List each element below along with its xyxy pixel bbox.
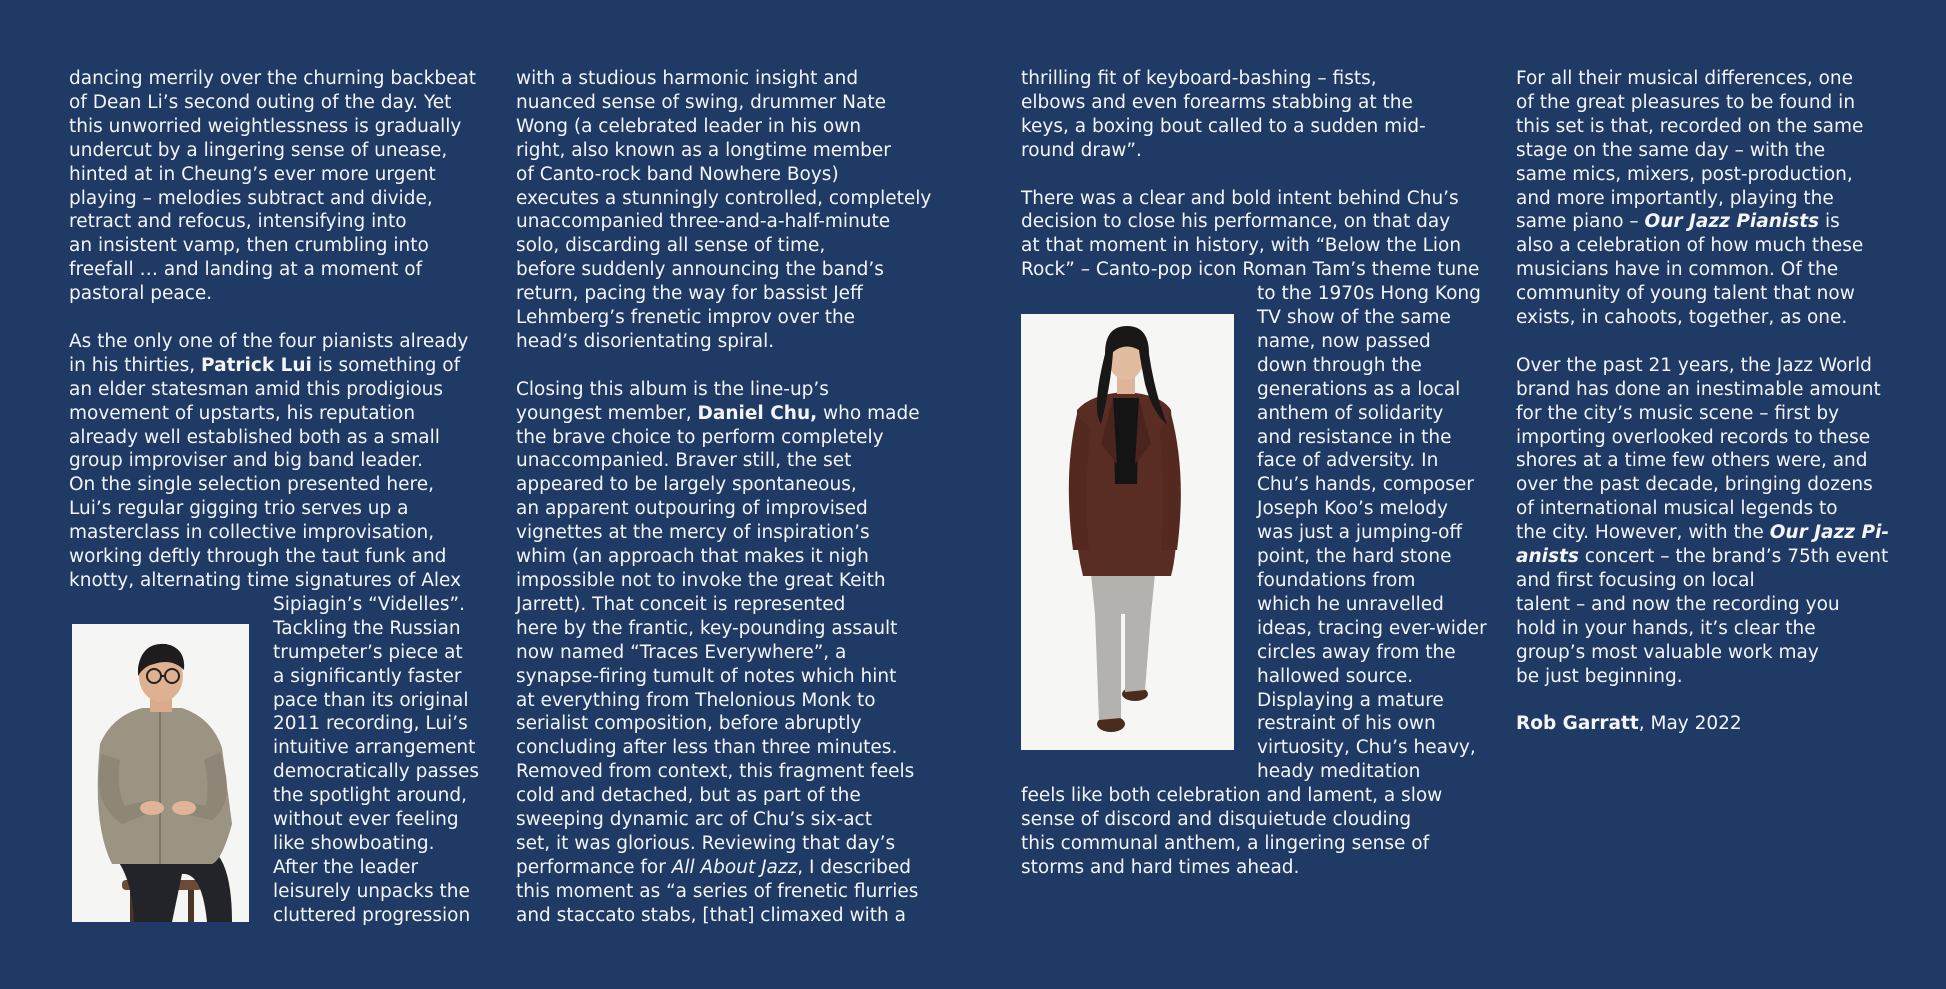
text-line: sweeping dynamic arc of Chu’s six-act bbox=[516, 809, 872, 831]
text-line bbox=[69, 354, 469, 378]
text-line: ideas, tracing ever-wider bbox=[1257, 617, 1487, 639]
paragraph bbox=[69, 330, 469, 593]
text-line: here by the frantic, key-pounding assault bbox=[516, 617, 898, 639]
text-line: round draw”. bbox=[1021, 139, 1142, 161]
text-line: foundations from bbox=[1257, 570, 1416, 592]
text-line: return, pacing the way for bassist Jeff bbox=[516, 283, 863, 305]
text-line: cold and detached, but as part of the bbox=[516, 785, 861, 807]
text-line: generations as a local bbox=[1257, 378, 1461, 400]
text-fragment: is something of bbox=[311, 354, 461, 376]
text-fragment: same piano – bbox=[1516, 211, 1645, 233]
text-line: like showboating. bbox=[273, 832, 435, 854]
text-line: democratically passes bbox=[273, 761, 479, 783]
text-block bbox=[1021, 784, 1481, 880]
text-line: Joseph Koo’s melody bbox=[1257, 498, 1448, 520]
text-line: before suddenly announcing the band’s bbox=[516, 259, 884, 281]
text-line: circles away from the bbox=[1257, 641, 1456, 663]
text-line: hinted at in Cheung’s ever more urgent bbox=[69, 163, 436, 185]
text-line: impossible not to invoke the great Keith bbox=[516, 570, 886, 592]
text-line: at everything from Thelonious Monk to bbox=[516, 689, 876, 711]
text-line: playing – melodies subtract and divide, bbox=[69, 187, 433, 209]
text-line: elbows and even forearms stabbing at the bbox=[1021, 91, 1413, 113]
text-line: keys, a boxing bout called to a sudden mid- bbox=[1021, 115, 1426, 137]
text-line: On the single selection presented here, bbox=[69, 474, 434, 496]
text-line: same mics, mixers, post-production, bbox=[1516, 163, 1853, 185]
text-line: There was a clear and bold intent behind Chu’s bbox=[1021, 187, 1459, 209]
text-line: of the great pleasures to be found in bbox=[1516, 91, 1856, 113]
publication-title: All About Jazz bbox=[671, 856, 798, 878]
text-line: As the only one of the four pianists already bbox=[69, 330, 469, 352]
text-line: over the past decade, bringing dozens bbox=[1516, 474, 1873, 496]
text-line: thrilling fit of keyboard-bashing – fists, bbox=[1021, 68, 1377, 89]
text-line: also a celebration of how much these bbox=[1516, 235, 1864, 257]
text-line: knotty, alternating time signatures of Alex bbox=[69, 570, 462, 592]
text-line: Chu’s hands, composer bbox=[1257, 474, 1474, 496]
text-line: Displaying a mature bbox=[1257, 689, 1444, 711]
pianist-name: Daniel Chu, bbox=[697, 402, 818, 424]
text-line: 2011 recording, Lui’s bbox=[273, 713, 468, 735]
text-line: dancing merrily over the churning backbeat bbox=[69, 68, 477, 89]
text-line: Closing this album is the line-up’s bbox=[516, 378, 829, 400]
text-line bbox=[1516, 521, 1916, 545]
text-line: be just beginning. bbox=[1516, 665, 1683, 687]
text-line: face of adversity. In bbox=[1257, 450, 1439, 472]
text-line: For all their musical differences, one bbox=[1516, 68, 1854, 89]
text-line bbox=[1516, 545, 1916, 569]
text-line: which he unravelled bbox=[1257, 593, 1444, 615]
text-line: undercut by a lingering sense of unease, bbox=[69, 139, 448, 161]
text-line: of international musical legends to bbox=[1516, 498, 1838, 520]
text-line: Removed from context, this fragment feels bbox=[516, 761, 915, 783]
text-line: intuitive arrangement bbox=[273, 737, 476, 759]
byline-date: , May 2022 bbox=[1638, 713, 1742, 735]
text-line: head’s disorientating spiral. bbox=[516, 330, 775, 352]
text-line: Wong (a celebrated leader in his own bbox=[516, 115, 862, 137]
person-photo-icon bbox=[72, 624, 249, 922]
paragraph bbox=[69, 67, 477, 306]
text-line: feels like both celebration and lament, a slow bbox=[1021, 785, 1443, 807]
text-line: group improviser and big band leader. bbox=[69, 450, 424, 472]
text-fragment: performance for bbox=[516, 856, 672, 878]
text-line: set, it was glorious. Reviewing that day’s bbox=[516, 832, 896, 854]
text-line: this moment as “a series of frenetic flurries bbox=[516, 880, 919, 902]
text-line: leisurely unpacks the bbox=[273, 880, 470, 902]
text-line: musicians have in common. Of the bbox=[1516, 259, 1839, 281]
text-line: unaccompanied three-and-a-half-minute bbox=[516, 211, 891, 233]
text-line: executes a stunningly controlled, completely bbox=[516, 187, 932, 209]
text-line: community of young talent that now bbox=[1516, 283, 1855, 305]
text-line: with a studious harmonic insight and bbox=[516, 68, 859, 89]
text-line: was just a jumping-off bbox=[1257, 522, 1463, 544]
text-line bbox=[1516, 210, 1916, 234]
text-line bbox=[1516, 712, 1916, 736]
wrapped-text bbox=[1257, 282, 1487, 784]
text-line: a significantly faster bbox=[273, 665, 462, 687]
paragraph bbox=[1021, 67, 1481, 163]
wrapped-text bbox=[273, 593, 479, 928]
text-line: nuanced sense of swing, drummer Nate bbox=[516, 91, 886, 113]
text-line: an elder statesman amid this prodigious bbox=[69, 378, 444, 400]
text-line: without ever feeling bbox=[273, 809, 459, 831]
text-fragment: concert – the brand’s 75th event bbox=[1578, 546, 1889, 568]
text-line: Jarrett). That conceit is represented bbox=[516, 593, 846, 615]
byline bbox=[1516, 712, 1916, 736]
text-line: working deftly through the taut funk and bbox=[69, 546, 447, 568]
album-title: Our Jazz Pianists bbox=[1644, 211, 1820, 233]
text-line: Lehmberg’s frenetic improv over the bbox=[516, 307, 856, 329]
text-line: retract and refocus, intensifying into bbox=[69, 211, 407, 233]
text-line: pastoral peace. bbox=[69, 283, 213, 305]
text-line: Tackling the Russian bbox=[273, 617, 461, 639]
text-line: an insistent vamp, then crumbling into bbox=[69, 235, 429, 257]
text-line: cluttered progression bbox=[273, 904, 471, 926]
text-line: and staccato stabs, [that] climaxed with a bbox=[516, 904, 906, 926]
text-fragment: is bbox=[1819, 211, 1840, 233]
text-line: of Canto-rock band Nowhere Boys) bbox=[516, 163, 839, 185]
text-line: After the leader bbox=[273, 856, 419, 878]
text-line: pace than its original bbox=[273, 689, 469, 711]
text-line: the brave choice to perform completely bbox=[516, 426, 884, 448]
text-line: stage on the same day – with the bbox=[1516, 139, 1826, 161]
text-line: talent – and now the recording you bbox=[1516, 593, 1840, 615]
text-line: shores at a time few others were, and bbox=[1516, 450, 1868, 472]
daniel-chu-photo bbox=[1021, 314, 1234, 750]
text-fragment: in his thirties, bbox=[69, 354, 202, 376]
concert-title: Our Jazz Pi- bbox=[1769, 522, 1890, 544]
text-line: whim (an approach that makes it nigh bbox=[516, 546, 869, 568]
text-line: storms and hard times ahead. bbox=[1021, 856, 1300, 878]
column-2 bbox=[516, 67, 936, 928]
paragraph bbox=[1021, 187, 1481, 283]
text-line: restraint of his own bbox=[1257, 713, 1436, 735]
text-line: Lui’s regular gigging trio serves up a bbox=[69, 498, 409, 520]
text-line: down through the bbox=[1257, 354, 1422, 376]
text-line: hallowed source. bbox=[1257, 665, 1414, 687]
text-line bbox=[516, 856, 936, 880]
text-line: this communal anthem, a lingering sense of bbox=[1021, 832, 1430, 854]
text-line: masterclass in collective improvisation, bbox=[69, 522, 435, 544]
paragraph bbox=[516, 67, 936, 354]
text-line: solo, discarding all sense of time, bbox=[516, 235, 826, 257]
text-line: freefall … and landing at a moment of bbox=[69, 259, 423, 281]
text-line: virtuosity, Chu’s heavy, bbox=[1257, 737, 1476, 759]
person-photo-icon bbox=[1021, 314, 1234, 750]
text-line: sense of discord and disquietude clouding bbox=[1021, 809, 1412, 831]
text-line: and resistance in the bbox=[1257, 426, 1452, 448]
text-line: movement of upstarts, his reputation bbox=[69, 402, 416, 424]
concert-title: anists bbox=[1516, 546, 1579, 568]
text-line: at that moment in history, with “Below the Lion bbox=[1021, 235, 1462, 257]
text-line: trumpeter’s piece at bbox=[273, 641, 463, 663]
text-line: the spotlight around, bbox=[273, 785, 468, 807]
text-line: Sipiagin’s “Videlles”. bbox=[273, 593, 465, 615]
text-line: concluding after less than three minutes. bbox=[516, 737, 898, 759]
text-line: for the city’s music scene – first by bbox=[1516, 402, 1840, 424]
text-line: group’s most valuable work may bbox=[1516, 641, 1819, 663]
text-line: Rock” – Canto-pop icon Roman Tam’s theme tune bbox=[1021, 259, 1480, 281]
text-line: now named “Traces Everywhere”, a bbox=[516, 641, 847, 663]
text-line: exists, in cahoots, together, as one. bbox=[1516, 307, 1848, 329]
text-line: name, now passed bbox=[1257, 330, 1431, 352]
text-line: unaccompanied. Braver still, the set bbox=[516, 450, 852, 472]
text-line: brand has done an inestimable amount bbox=[1516, 378, 1881, 400]
text-line: anthem of solidarity bbox=[1257, 402, 1444, 424]
text-line: TV show of the same bbox=[1257, 307, 1451, 329]
text-line: right, also known as a longtime member bbox=[516, 139, 891, 161]
text-line: point, the hard stone bbox=[1257, 546, 1452, 568]
text-fragment: , I described bbox=[797, 856, 911, 878]
text-fragment: who made bbox=[817, 402, 920, 424]
paragraph bbox=[516, 378, 936, 928]
text-fragment: the city. However, with the bbox=[1516, 522, 1770, 544]
text-line: already well established both as a small bbox=[69, 426, 440, 448]
text-fragment: youngest member, bbox=[516, 402, 698, 424]
paragraph bbox=[1516, 67, 1916, 330]
text-line: appeared to be largely spontaneous, bbox=[516, 474, 857, 496]
text-line: vignettes at the mercy of inspiration’s bbox=[516, 522, 870, 544]
patrick-lui-photo bbox=[72, 624, 249, 922]
text-line: this set is that, recorded on the same bbox=[1516, 115, 1864, 137]
paragraph bbox=[1516, 354, 1916, 689]
text-line: an apparent outpouring of improvised bbox=[516, 498, 868, 520]
text-line: to the 1970s Hong Kong bbox=[1257, 283, 1481, 305]
pianist-name: Patrick Lui bbox=[201, 354, 312, 376]
text-line: and more importantly, playing the bbox=[1516, 187, 1834, 209]
text-line: decision to close his performance, on that day bbox=[1021, 211, 1451, 233]
text-line: heady meditation bbox=[1257, 761, 1421, 783]
text-line: Over the past 21 years, the Jazz World bbox=[1516, 354, 1872, 376]
text-line: hold in your hands, it’s clear the bbox=[1516, 617, 1816, 639]
author-name: Rob Garratt bbox=[1516, 713, 1639, 735]
text-line: synapse-firing tumult of notes which hint bbox=[516, 665, 897, 687]
text-line: importing overlooked records to these bbox=[1516, 426, 1871, 448]
text-line: this unworried weightlessness is gradually bbox=[69, 115, 462, 137]
text-line bbox=[516, 402, 936, 426]
text-line: serialist composition, before abruptly bbox=[516, 713, 862, 735]
text-line: and first focusing on local bbox=[1516, 570, 1755, 592]
column-4 bbox=[1516, 67, 1916, 736]
text-line: of Dean Li’s second outing of the day. Yet bbox=[69, 91, 452, 113]
